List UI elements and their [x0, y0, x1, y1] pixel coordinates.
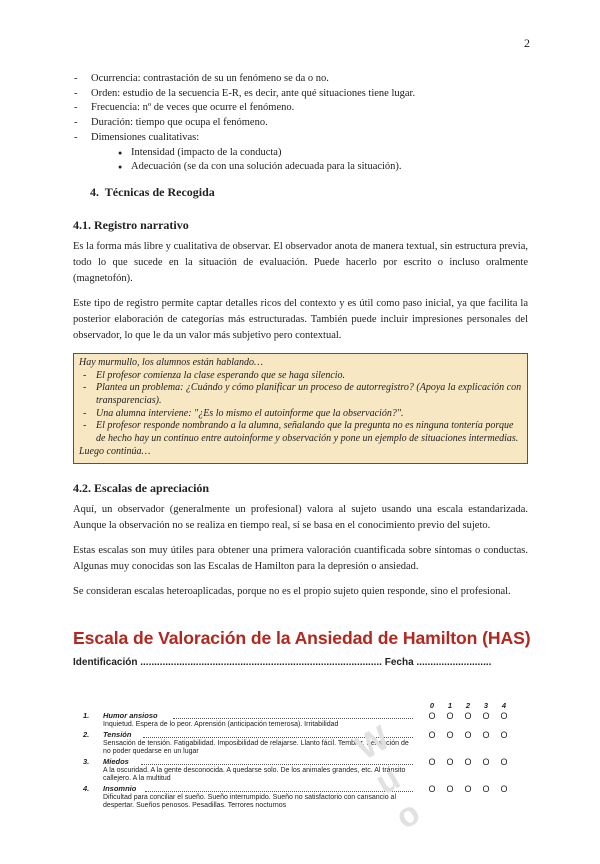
- item-description: Inquietud. Espera de lo peor. Aprensión (anticipación temerosa). Irritabilidad: [103, 721, 339, 728]
- item-number: 4.: [83, 784, 90, 793]
- score-option[interactable]: O: [464, 784, 472, 794]
- section-number: 4.: [90, 184, 99, 199]
- paragraph: Este tipo de registro permite captar detalles ricos del contexto y es útil como paso inicial, ya que facilita la posterior elaboración de categorías más estructuradas. También puede incluir impresiones personales del observador, lo que le da un valor más subjetivo pero contextual.: [73, 297, 528, 341]
- hamilton-scale-image: [73, 628, 531, 809]
- list-item: - Duración: tiempo que ocupa el fenómeno.: [91, 116, 528, 131]
- score-label: 2: [465, 701, 471, 710]
- score-label: 0: [429, 701, 435, 710]
- score-option[interactable]: O: [428, 711, 436, 721]
- list-item: - El profesor responde nombrando a la alumna, señalando que la pregunta no es ninguna tontería porque de hecho hay un continuo entre autoinforme y observación y pone un ejemplo de situaciones intermedias.: [96, 420, 522, 445]
- paragraph: Estas escalas son muy útiles para obtener una primera valoración cuantificada sobre síntomas o conductas. Algunas muy conocidas son las Escalas de Hamilton para la depresión o ansiedad.: [73, 544, 528, 572]
- list-item: - Una alumna interviene: "¿Es lo mismo el autoinforme que la observación?".: [96, 408, 522, 421]
- page-number: 2: [524, 36, 530, 50]
- page-body: [73, 72, 528, 609]
- score-option[interactable]: O: [464, 711, 472, 721]
- dimensions-list: [73, 72, 528, 146]
- item-name: Insomnio: [103, 784, 137, 793]
- item-description: A la oscuridad. A la gente desconocida. A quedarse solo. De los animales grandes, etc. Al tránsito callejero. A la multitud: [103, 767, 406, 782]
- score-option[interactable]: O: [464, 757, 472, 767]
- item-name: Humor ansioso: [103, 711, 158, 720]
- item-description: Dificultad para conciliar el sueño. Sueño interrumpido. Sueño no satisfactorio con cansancio al despertar. Sueños penosos. Pesadillas. Terrores nocturnos: [103, 794, 397, 809]
- item-name: Tensión: [103, 730, 132, 739]
- identification-line: Identificación ....................................................................................... Fecha ...........................: [73, 657, 492, 668]
- watermark-letter: o: [389, 793, 427, 837]
- item-number: 3.: [83, 757, 90, 766]
- score-option[interactable]: O: [464, 730, 472, 740]
- score-option[interactable]: O: [446, 730, 454, 740]
- list-item: - Dimensiones cualitativas:: [91, 131, 528, 146]
- score-label: 3: [483, 701, 489, 710]
- list-item: ● Adecuación (se da con una solución adecuada para la situación).: [131, 160, 528, 175]
- paragraph: Es la forma más libre y cualitativa de observar. El observador anota de manera textual, sin estructura previa, todo lo que sucede en la situación de evaluación. Puede hacerlo por escrito o incluso oralmente (magnetofón).: [73, 240, 528, 284]
- section-heading: [90, 185, 528, 200]
- score-option[interactable]: O: [446, 784, 454, 794]
- score-option[interactable]: O: [446, 711, 454, 721]
- list-item: - Orden: estudio de la secuencia E-R, es decir, ante qué situaciones tiene lugar.: [91, 87, 528, 102]
- leader-dots: [145, 791, 413, 792]
- list-item: - El profesor comienza la clase esperando que se haga silencio.: [96, 370, 522, 383]
- score-label: 4: [501, 701, 507, 710]
- score-option[interactable]: O: [428, 730, 436, 740]
- watermark-letter: u: [369, 758, 407, 803]
- score-option[interactable]: O: [500, 784, 508, 794]
- list-item: - Ocurrencia: contrastación de su un fenómeno se da o no.: [91, 72, 528, 87]
- example-list: [79, 370, 522, 446]
- score-option[interactable]: O: [500, 757, 508, 767]
- example-outro: Luego continúa…: [79, 445, 151, 457]
- score-option[interactable]: O: [482, 730, 490, 740]
- scale-title: Escala de Valoración de la Ansiedad de Hamilton (HAS): [73, 628, 531, 648]
- paragraph: Se consideran escalas heteroaplicadas, porque no es el propio sujeto quien responde, sino el profesional.: [73, 585, 511, 597]
- score-option[interactable]: O: [482, 784, 490, 794]
- item-number: 2.: [83, 730, 90, 739]
- item-name: Miedos: [103, 757, 129, 766]
- score-option[interactable]: O: [500, 711, 508, 721]
- score-option[interactable]: O: [428, 757, 436, 767]
- score-label: 1: [447, 701, 453, 710]
- item-description: Sensación de tensión. Fatigabilidad. Imposibilidad de relajarse. Llanto fácil. Temblor. Sensación de no poder quedarse en un lugar: [103, 740, 409, 755]
- score-option[interactable]: O: [482, 757, 490, 767]
- example-intro: Hay murmullo, los alumnos están hablando…: [79, 356, 263, 368]
- score-option[interactable]: O: [482, 711, 490, 721]
- section-title: Técnicas de Recogida: [104, 184, 215, 199]
- score-option[interactable]: O: [446, 757, 454, 767]
- watermark-letter: W: [349, 718, 397, 768]
- example-box: [73, 353, 528, 464]
- list-item: - Frecuencia: nº de veces que ocurre el fenómeno.: [91, 101, 528, 116]
- score-option[interactable]: O: [428, 784, 436, 794]
- item-number: 1.: [83, 711, 90, 720]
- list-item: ● Intensidad (impacto de la conducta): [131, 146, 528, 161]
- score-option[interactable]: O: [500, 730, 508, 740]
- paragraph: Aquí, un observador (generalmente un profesional) valora al sujeto usando una escala estandarizada. Aunque la observación no se realiza en tiempo real, sí se basa en el conocimiento previo del sujeto.: [73, 503, 528, 531]
- subsection-heading: 4.1. Registro narrativo: [73, 217, 189, 232]
- qualitative-list: [73, 146, 528, 175]
- subsection-heading: 4.2. Escalas de apreciación: [73, 480, 210, 495]
- list-item: - Plantea un problema: ¿Cuándo y cómo planificar un proceso de autorregistro? (Apoya la explicación con transparencias).: [96, 382, 522, 407]
